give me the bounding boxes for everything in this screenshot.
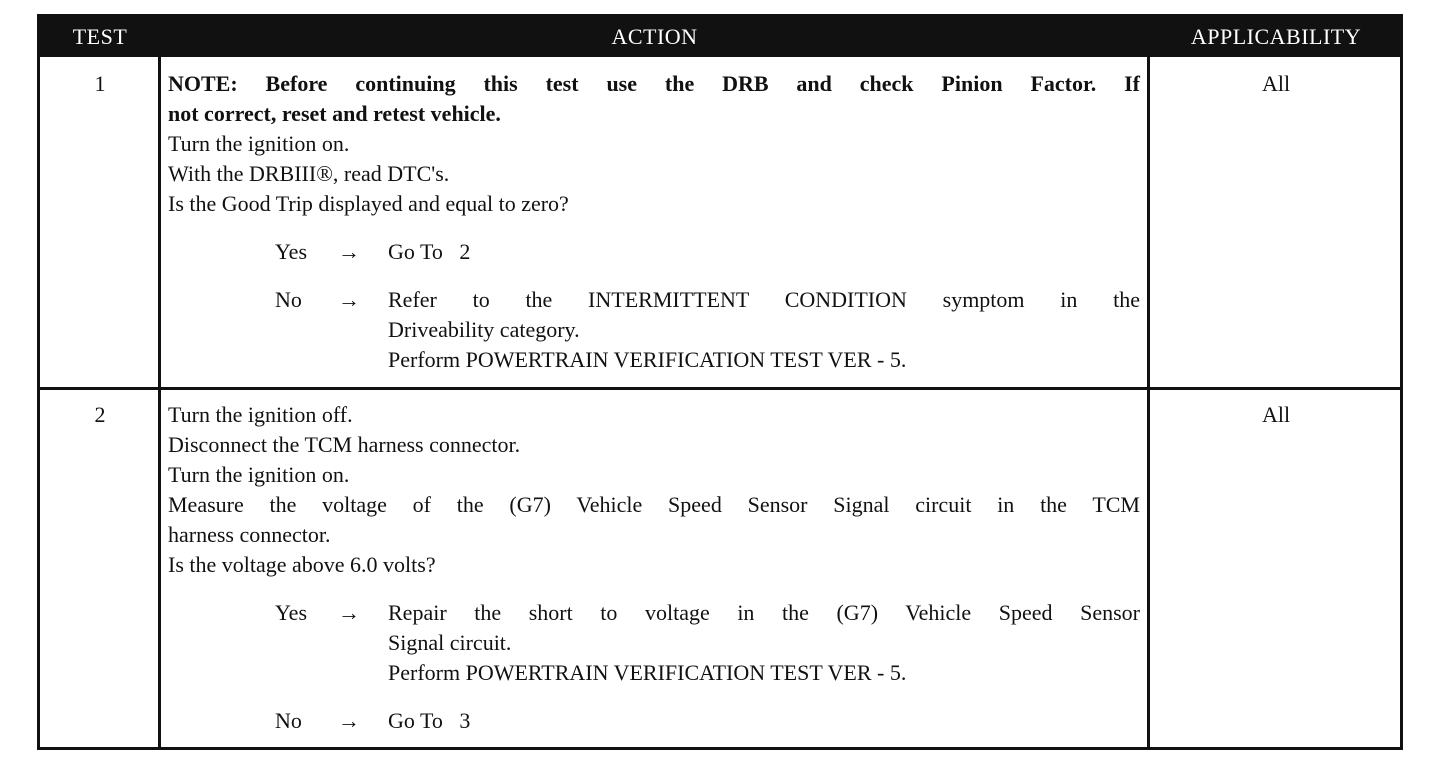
step-text: Turn the ignition off. (168, 402, 353, 427)
header-applicability: APPLICABILITY (1190, 24, 1362, 49)
answer-line: Repair the short to voltage in the (G7) Vehicle Speed Sensor (388, 600, 1140, 625)
answer-line: Signal circuit. (388, 630, 512, 655)
answer-text (388, 237, 1140, 267)
header-action: ACTION (611, 24, 698, 49)
applicability-value: All (1261, 71, 1291, 96)
answer-label: Yes (275, 600, 308, 625)
test-number: 1 (94, 71, 106, 96)
applicability-value: All (1261, 402, 1291, 427)
arrow-icon: → (338, 239, 360, 264)
answer-line: Go To 3 (388, 708, 471, 733)
arrow-icon: → (338, 287, 360, 312)
action-cell (168, 400, 1140, 736)
step-text: Is the Good Trip displayed and equal to zero? (168, 191, 569, 216)
table-header (40, 17, 1400, 57)
table-row (40, 57, 1400, 387)
answer-label: No (275, 708, 302, 733)
answer-line: Go To 2 (388, 239, 471, 264)
answer-line: Refer to the INTERMITTENT CONDITION symptom in the (388, 287, 1140, 312)
step-text: With the DRBIII®, read DTC's. (168, 161, 450, 186)
step-text: Measure the voltage of the (G7) Vehicle Speed Sensor Signal circuit in the TCM (168, 492, 1140, 517)
answer-line: Perform POWERTRAIN VERIFICATION TEST VER - 5. (388, 347, 907, 372)
diagnostic-test-table (37, 14, 1403, 750)
answer-yes (168, 237, 1140, 267)
action-cell (168, 69, 1140, 375)
answer-text (388, 285, 1140, 375)
answer-text (388, 706, 1140, 736)
step-text: Turn the ignition on. (168, 462, 350, 487)
test-number: 2 (94, 402, 106, 427)
arrow-icon: → (338, 600, 360, 625)
step-text: Is the voltage above 6.0 volts? (168, 552, 436, 577)
answer-label: No (275, 287, 302, 312)
table-row (40, 390, 1400, 750)
step-text: harness connector. (168, 522, 331, 547)
answer-no (168, 285, 1140, 375)
header-test: TEST (72, 24, 128, 49)
answer-text (388, 598, 1140, 688)
answer-line: Perform POWERTRAIN VERIFICATION TEST VER - 5. (388, 660, 907, 685)
arrow-icon: → (338, 708, 360, 733)
answer-yes (168, 598, 1140, 688)
note-text: NOTE: Before continuing this test use the DRB and check Pinion Factor. If (168, 71, 1140, 96)
answer-label: Yes (275, 239, 308, 264)
step-text: Disconnect the TCM harness connector. (168, 432, 521, 457)
answer-line: Driveability category. (388, 317, 580, 342)
answer-no (168, 706, 1140, 736)
step-text: Turn the ignition on. (168, 131, 350, 156)
note-text: not correct, reset and retest vehicle. (168, 101, 501, 126)
